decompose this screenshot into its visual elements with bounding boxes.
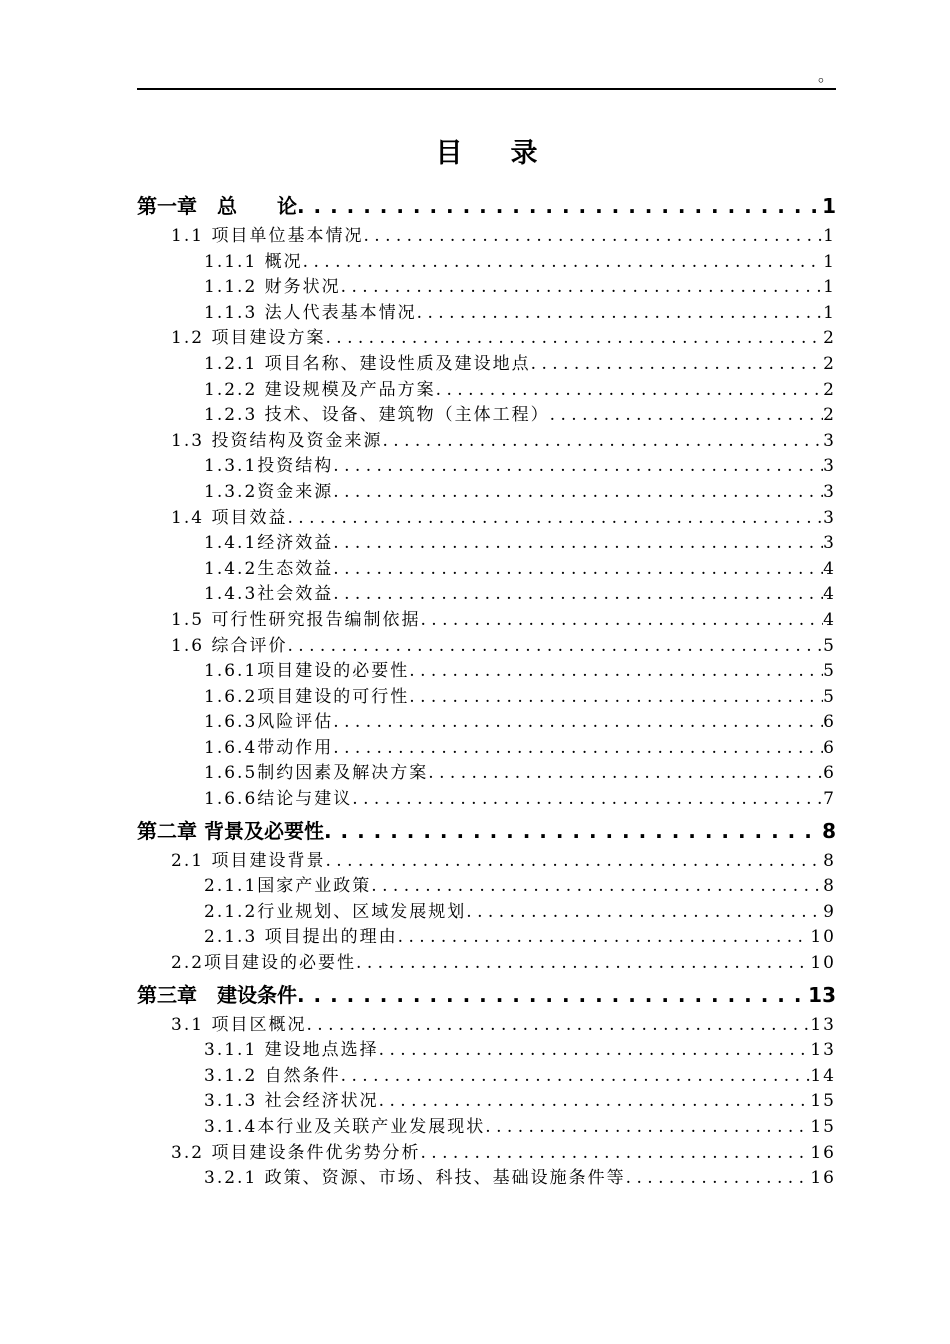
toc-dot-leader [306,1013,810,1039]
toc-entry-label: 1.6.6结论与建议 [204,789,353,810]
toc-subsection-entry[interactable] [137,925,836,951]
toc-entry-label: 1.6.3风险评估 [204,712,334,733]
toc-entry-label: 2.1.3 项目提出的理由 [204,927,398,948]
toc-section-entry[interactable] [137,326,836,352]
toc-entry-label: 1.6.5制约因素及解决方案 [204,763,429,784]
toc-dot-leader [371,874,823,900]
toc-entry-label: 3.1.1 建设地点选择 [204,1040,379,1061]
toc-page-number: 6 [823,737,836,758]
toc-page-number: 8 [822,818,836,843]
toc-dot-leader [550,403,824,429]
toc-entry-label: 1.6 综合评价 [171,635,288,656]
toc-dot-leader [531,352,824,378]
toc-page-number: 16 [810,1142,836,1163]
toc-subsection-entry[interactable] [137,454,836,480]
toc-chapter-entry[interactable] [137,188,836,224]
toc-page-number: 3 [823,456,836,477]
toc-entry-label: 1.1.2 财务状况 [204,277,341,298]
toc-page-number: 4 [823,558,836,579]
toc-page-number: 1 [823,277,836,298]
toc-page-number: 9 [823,901,836,922]
toc-entry-label: 2.2项目建设的必要性 [171,953,357,974]
toc-subsection-entry[interactable] [137,301,836,327]
toc-entry-label: 3.2 项目建设条件优劣势分析 [171,1142,421,1163]
toc-dot-leader [409,685,823,711]
toc-page-number: 4 [823,584,836,605]
toc-page-number: 13 [808,982,836,1007]
toc-page-number: 16 [810,1168,836,1189]
toc-dot-leader [333,736,823,762]
toc-dot-leader [398,925,811,951]
toc-subsection-entry[interactable] [137,403,836,429]
toc-entry-label: 1.2.2 建设规模及产品方案 [204,379,436,400]
toc-entry-label: 1.3 投资结构及资金来源 [171,430,383,451]
toc-page-number: 2 [823,328,836,349]
toc-entry-label: 第三章 建设条件 [137,982,297,1007]
toc-subsection-entry[interactable] [137,480,836,506]
toc-subsection-entry[interactable] [137,582,836,608]
toc-entry-label: 1.2.3 技术、设备、建筑物（主体工程） [204,405,550,426]
toc-page-number: 14 [810,1065,836,1086]
toc-page-number: 10 [810,927,836,948]
toc-section-entry[interactable] [137,1141,836,1167]
toc-entry-label: 第一章 总 论 [137,194,297,218]
toc-dot-leader [324,813,822,849]
toc-subsection-entry[interactable] [137,1038,836,1064]
toc-page-number: 5 [823,686,836,707]
toc-section-entry[interactable] [137,1013,836,1039]
toc-page-number: 1 [823,226,836,246]
toc-page-number: 3 [823,507,836,528]
toc-page-number: 15 [810,1117,836,1137]
toc-entry-label: 1.2 项目建设方案 [171,328,326,349]
toc-page-number: 2 [823,353,836,374]
toc-page-number: 7 [823,789,836,810]
toc-page-number: 3 [823,430,836,451]
toc-section-entry[interactable] [137,634,836,660]
toc-subsection-entry[interactable] [137,874,836,900]
toc-dot-leader [333,531,823,557]
toc-entry-label: 3.1.4本行业及关联产业发展现状 [204,1117,486,1137]
toc-subsection-entry[interactable] [137,250,836,276]
toc-page-number: 5 [823,661,836,682]
toc-entry-label: 1.1.3 法人代表基本情况 [204,302,417,323]
toc-dot-leader [333,557,823,583]
toc-page-number: 3 [823,481,836,502]
toc-subsection-entry[interactable] [137,761,836,787]
header-rule [137,88,836,90]
toc-dot-leader [333,710,823,736]
toc-subsection-entry[interactable] [137,659,836,685]
toc-entry-label: 1.6.4带动作用 [204,737,334,758]
toc-page-number: 1 [822,194,836,218]
toc-entry-label: 第二章 背景及必要性 [137,818,324,843]
toc-page-number: 4 [823,609,836,630]
toc-dot-leader [420,608,823,634]
toc-page-number: 2 [823,379,836,400]
toc-section-entry[interactable] [137,506,836,532]
toc-dot-leader [325,326,823,352]
toc-page-number: 15 [810,1091,836,1112]
toc-dot-leader [303,250,824,276]
toc-dot-leader [356,951,810,977]
toc-entry-label: 1.5 可行性研究报告编制依据 [171,609,421,630]
toc-dot-leader [287,634,823,660]
toc-dot-leader [382,429,823,455]
toc-subsection-entry[interactable] [137,531,836,557]
toc-entry-label: 1.6.2项目建设的可行性 [204,686,410,707]
table-of-contents [137,188,836,1192]
toc-dot-leader [379,1089,811,1115]
toc-dot-leader [466,900,823,926]
toc-section-entry[interactable] [137,429,836,455]
toc-entry-label: 1.2.1 项目名称、建设性质及建设地点 [204,353,531,374]
toc-subsection-entry[interactable] [137,1115,836,1141]
toc-entry-label: 1.3.2资金来源 [204,481,334,502]
toc-entry-label: 1.4.2生态效益 [204,558,334,579]
toc-subsection-entry[interactable] [137,1166,836,1192]
toc-dot-leader [341,1064,811,1090]
toc-dot-leader [428,761,823,787]
toc-dot-leader [325,849,823,875]
toc-page-number: 6 [823,763,836,784]
toc-chapter-entry[interactable] [137,813,836,849]
toc-entry-label: 1.4.1经济效益 [204,533,334,554]
toc-subsection-entry[interactable] [137,352,836,378]
toc-dot-leader [352,787,823,813]
toc-dot-leader [333,582,823,608]
toc-section-entry[interactable] [137,849,836,875]
toc-page-number: 8 [823,876,836,897]
toc-entry-label: 3.1.3 社会经济状况 [204,1091,379,1112]
toc-subsection-entry[interactable] [137,378,836,404]
toc-dot-leader [363,224,823,250]
toc-subsection-entry[interactable] [137,710,836,736]
toc-dot-leader [333,454,823,480]
toc-dot-leader [485,1115,810,1141]
toc-entry-label: 1.3.1投资结构 [204,456,334,477]
toc-dot-leader [297,188,822,224]
toc-page-number: 6 [823,712,836,733]
toc-entry-label: 2.1.1国家产业政策 [204,876,372,897]
toc-entry-label: 3.1 项目区概况 [171,1014,307,1035]
toc-subsection-entry[interactable] [137,275,836,301]
toc-page-number: 10 [810,953,836,974]
toc-page-number: 5 [823,635,836,656]
toc-entry-label: 1.4.3社会效益 [204,584,334,605]
toc-entry-label: 1.4 项目效益 [171,507,288,528]
toc-entry-label: 3.2.1 政策、资源、市场、科技、基础设施条件等 [204,1168,626,1189]
toc-page-number: 1 [823,302,836,323]
toc-subsection-entry[interactable] [137,557,836,583]
toc-dot-leader [436,378,824,404]
toc-dot-leader [341,275,824,301]
toc-page-number: 13 [810,1014,836,1035]
toc-entry-label: 3.1.2 自然条件 [204,1065,341,1086]
toc-subsection-entry[interactable] [137,685,836,711]
toc-page-number: 1 [823,251,836,272]
toc-entry-label: 1.1.1 概况 [204,251,303,272]
toc-section-entry[interactable] [137,951,836,977]
toc-title: 目录 [435,138,586,169]
toc-section-entry[interactable] [137,608,836,634]
toc-page-number: 8 [823,850,836,871]
toc-entry-label: 2.1 项目建设背景 [171,850,326,871]
toc-dot-leader [379,1038,811,1064]
toc-page-number: 2 [823,405,836,426]
toc-subsection-entry[interactable] [137,1064,836,1090]
toc-dot-leader [626,1166,811,1192]
toc-page-number: 3 [823,533,836,554]
toc-dot-leader [420,1141,810,1167]
toc-subsection-entry[interactable] [137,736,836,762]
toc-section-entry[interactable] [137,224,836,250]
toc-subsection-entry[interactable] [137,900,836,926]
toc-dot-leader [409,659,823,685]
toc-dot-leader [297,977,808,1013]
toc-page-number: 13 [810,1040,836,1061]
toc-subsection-entry[interactable] [137,787,836,813]
toc-dot-leader [333,480,823,506]
toc-entry-label: 2.1.2行业规划、区域发展规划 [204,901,467,922]
toc-dot-leader [287,506,823,532]
toc-entry-label: 1.6.1项目建设的必要性 [204,661,410,682]
header-mark: 。 [818,66,835,85]
toc-entry-label: 1.1 项目单位基本情况 [171,226,364,246]
toc-dot-leader [417,301,824,327]
toc-chapter-entry[interactable] [137,977,836,1013]
toc-subsection-entry[interactable] [137,1089,836,1115]
